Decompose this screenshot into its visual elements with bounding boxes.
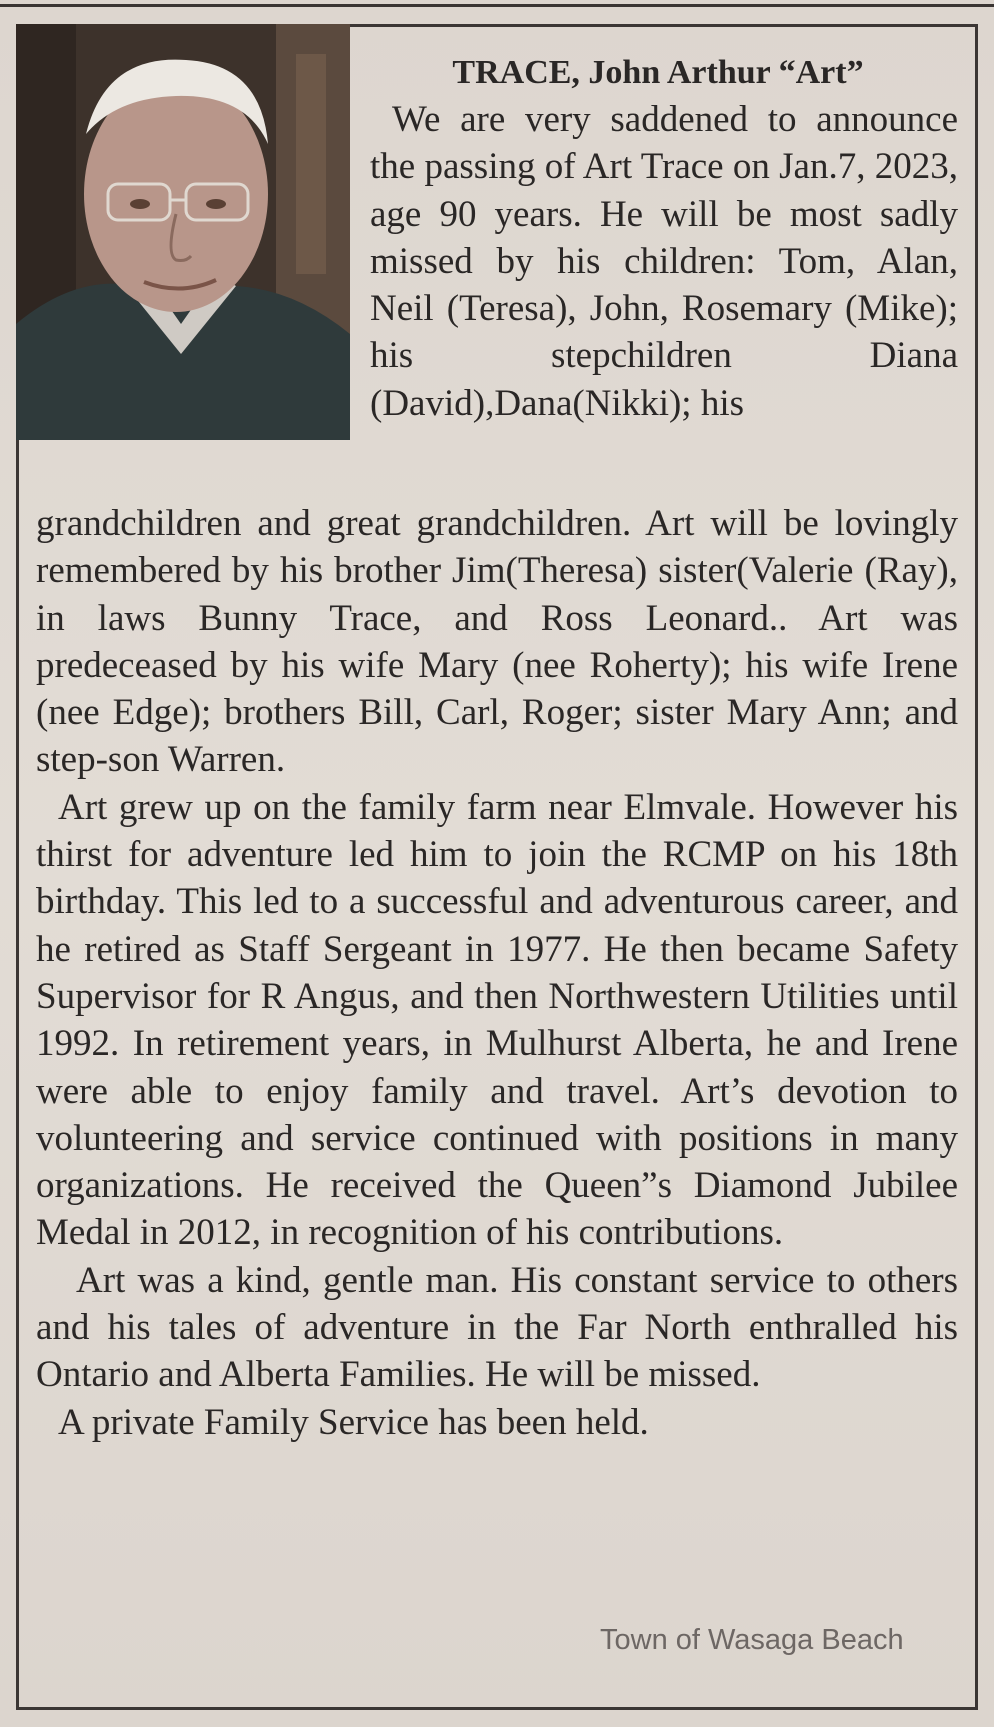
career-paragraph: Art grew up on the family farm near Elmvale. However his thirst for adventure led him to join the RCMP on his 18th birthday. This led to a successful and adventurous career, and he retired as Staff Sergeant in 1977. He then became Safety Supervisor for R Angus, and then Northwestern Utilities until 1992. In retirement years, in Mulhurst Alberta, he and Irene were able to enjoy family and travel. Art’s devotion to volunteering and service continued with positions in many organizations. He received the Queen”s Diamond Jubilee Medal in 2012, in recognition of his contributions. [36, 786, 958, 1254]
obituary-body [36, 500, 958, 1446]
tribute-paragraph: Art was a kind, gentle man. His constant service to others and his tales of adventure in the Far North enthralled his Ontario and Alberta Families. He will be missed. [36, 1259, 958, 1396]
intro-paragraph-continued: grandchildren and great grandchildren. Art will be lovingly remembered by his brother Jim(Theresa) sister(Valerie (Ray), in laws Bunny Trace, and Ross Leonard.. Art was predeceased by his wife Mary (nee Roherty); his wife Irene (nee Edge); brothers Bill, Carl, Roger; sister Mary Ann; and step-son Warren. [36, 503, 958, 781]
intro-paragraph: We are very saddened to announce the passing of Art Trace on Jan.7, 2023, age 90 years. He will be most sadly missed by his children: Tom, Alan, Neil (Teresa), John, Rosemary (Mike); his stepchildren Diana (David),Dana(Nikki); his [370, 99, 958, 424]
source-watermark: Town of Wasaga Beach [600, 1624, 904, 1656]
obituary-headline: TRACE, John Arthur “Art” [452, 54, 864, 91]
top-rule [0, 4, 994, 7]
service-notice: A private Family Service has been held. [58, 1401, 649, 1443]
portrait-photo [16, 24, 350, 440]
